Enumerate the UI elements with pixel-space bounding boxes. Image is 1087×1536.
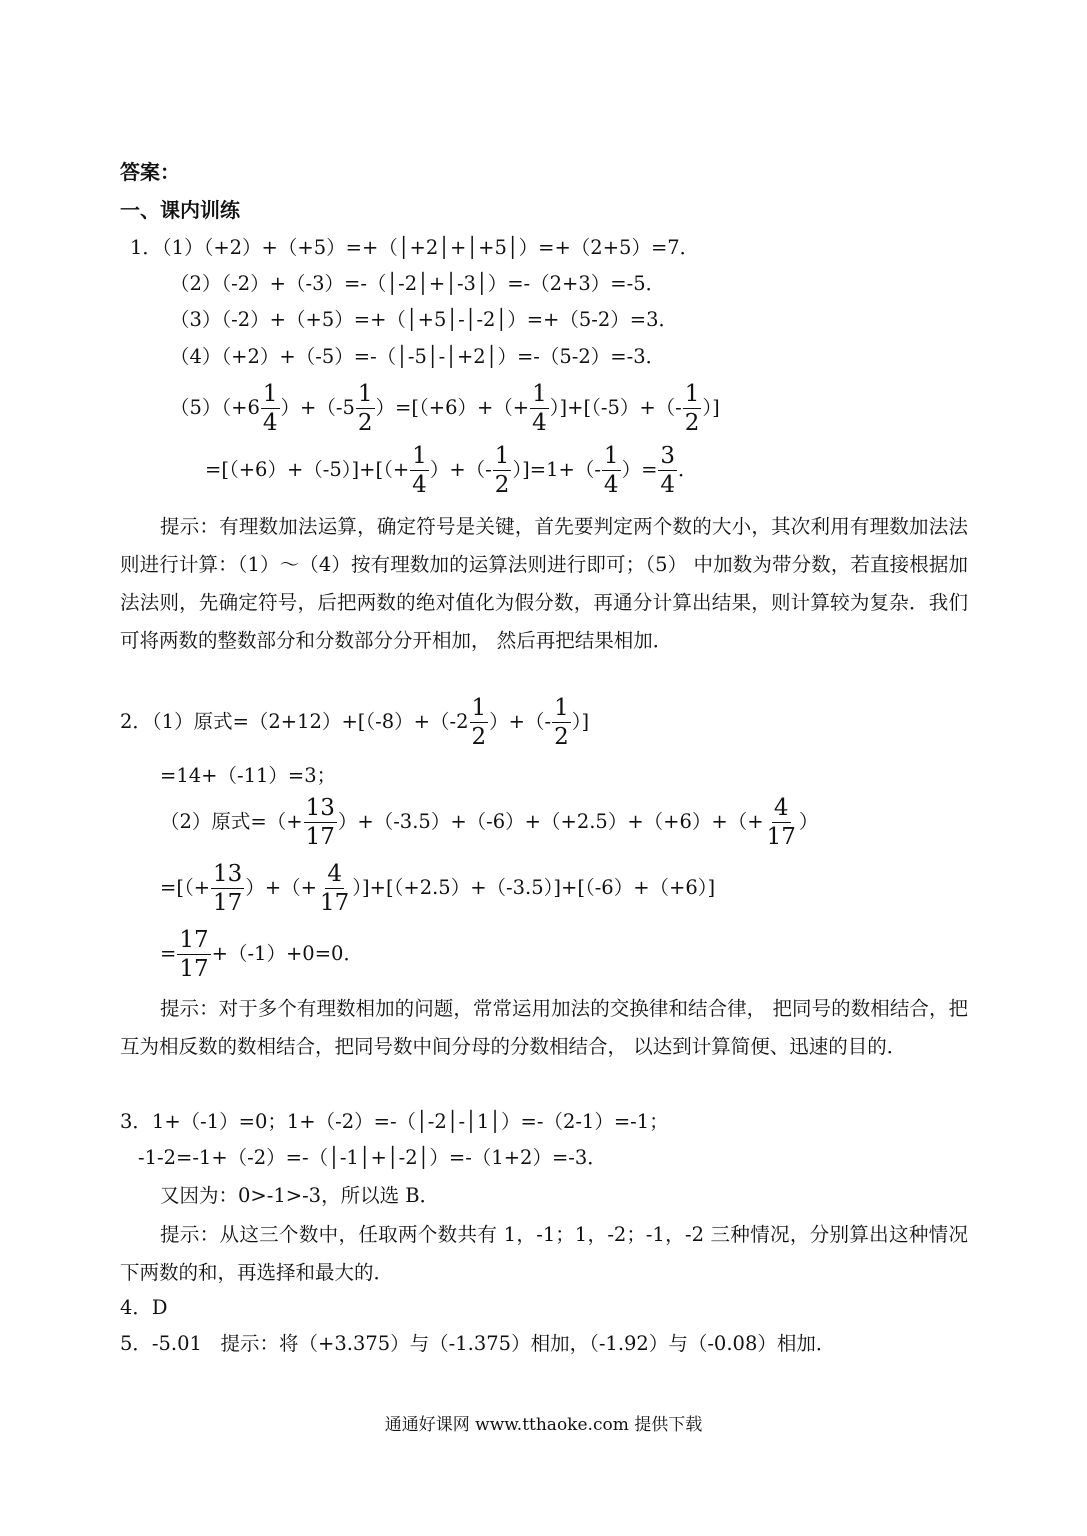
q1-line1: 1．（1）（+2）+（+5）=+（│+2│+│+5│）=+（2+5）=7．: [130, 236, 700, 259]
q2-line3: [160, 792, 818, 852]
text: ）+（-: [429, 458, 492, 481]
q3-line2: -1-2=-1+（-2）=-（│-1│+│-2│）=-（1+2）=-3．: [138, 1146, 607, 1169]
fraction: $\frac{1}{2}$: [357, 381, 373, 436]
section-title: 一、课内训练: [120, 198, 240, 222]
fraction: $\frac{1}{4}$: [603, 443, 619, 498]
q1-line3: （3）（-2）+（+5）=+（│+5│-│-2│）=+（5-2）=3．: [170, 308, 679, 331]
q1-line5: [170, 378, 720, 438]
text: ）+（+: [245, 876, 318, 899]
text: +（-1）+0=0．: [211, 942, 363, 965]
fraction: $\frac{1}{2}$: [471, 695, 487, 750]
text: ）]+[（-5）+（-: [549, 396, 682, 419]
text: ）+（-3.5）+（-6）+（+2.5）+（+6）+（+: [337, 810, 764, 833]
fraction: $\frac{1}{4}$: [532, 381, 547, 436]
q1-line6: [205, 440, 698, 500]
fraction: $\frac{13}{17}$: [213, 861, 243, 916]
q3-line1: 3．1+（-1）=0；1+（-2）=-（│-2│-│1│）=-（2-1）=-1；: [120, 1110, 669, 1133]
q4-answer: 4．D: [120, 1296, 168, 1319]
q2-line2: =14+（-11）=3；: [160, 764, 337, 787]
text: ）]: [702, 396, 720, 419]
text: ）+（-5: [280, 396, 355, 419]
text: ）]: [571, 710, 590, 733]
text: （2）原式=（+: [160, 810, 303, 833]
page-footer: 通通好课网 www.tthaoke.com 提供下载: [384, 1415, 703, 1435]
fraction: $\frac{1}{2}$: [684, 381, 700, 436]
answer-heading: 答案：: [120, 160, 180, 184]
q3-line3: 又因为：0>-1>-3，所以选 B．: [160, 1184, 440, 1207]
fraction: $\frac{1}{2}$: [554, 695, 569, 750]
q2-line1: [120, 692, 589, 752]
text: =[（+6）+（-5）]+[（+: [205, 458, 410, 481]
q2-line4: [160, 858, 715, 918]
q1-line4: （4）（+2）+（-5）=-（│-5│-│+2│）=-（5-2）=-3．: [170, 345, 666, 368]
fraction: $\frac{1}{4}$: [412, 443, 427, 498]
q1-hint: 提示：有理数加法运算，确定符号是关键，首先要判定两个数的大小，其次利用有理数加法法则进行计算：（1）～（4）按有理数加的运算法则进行即可；（5） 中加数为带分数，若直接根据加法法则，先确定符号，后把两数的绝对值化为假分数，再通分计算出结果，则计算较为复杂．我们可将两数的整数部分和分数部分分开相加， 然后再把结果相加．: [120, 515, 968, 652]
fraction: $\frac{3}{4}$: [660, 443, 676, 498]
text: =[（+: [160, 876, 211, 899]
fraction: $\frac{4}{17}$: [766, 795, 796, 850]
fraction: $\frac{1}{4}$: [262, 381, 278, 436]
fraction: $\frac{17}{17}$: [179, 927, 209, 982]
q1-line2: （2）（-2）+（-3）=-（│-2│+│-3│）=-（2+3）=-5．: [170, 272, 666, 295]
text: ）: [798, 810, 819, 833]
text: 2．（1）原式=（2+12）+[（-8）+（-2: [120, 710, 469, 733]
q3-hint: 提示：从这三个数中，任取两个数共有 1，-1；1，-2；-1，-2 三种情况，分别算出这种情况下两数的和，再选择和最大的．: [120, 1223, 968, 1284]
text: ）+（-: [489, 710, 552, 733]
q5-answer: 5．-5.01 提示：将（+3.375）与（-1.375）相加，（-1.92）与（-0.08）相加．: [120, 1332, 836, 1355]
q2-line5: [160, 924, 363, 984]
text: ）]+[（+2.5）+（-3.5）]+[（-6）+（+6）]: [352, 876, 716, 899]
text: ．: [678, 458, 698, 481]
text: ）=[（+6）+（+: [375, 396, 530, 419]
fraction: $\frac{1}{2}$: [494, 443, 510, 498]
text: ）]=1+（-: [512, 458, 601, 481]
q2-hint: 提示：对于多个有理数相加的问题，常常运用加法的交换律和结合律， 把同号的数相结合，把互为相反数的数相结合，把同号数中间分母的分数相结合， 以达到计算简便、迅速的目的．: [120, 997, 968, 1058]
fraction: $\frac{4}{17}$: [320, 861, 350, 916]
text: （5）（+6: [170, 396, 260, 419]
fraction: $\frac{13}{17}$: [305, 795, 335, 850]
text: =: [160, 942, 177, 965]
text: ）=: [621, 458, 658, 481]
